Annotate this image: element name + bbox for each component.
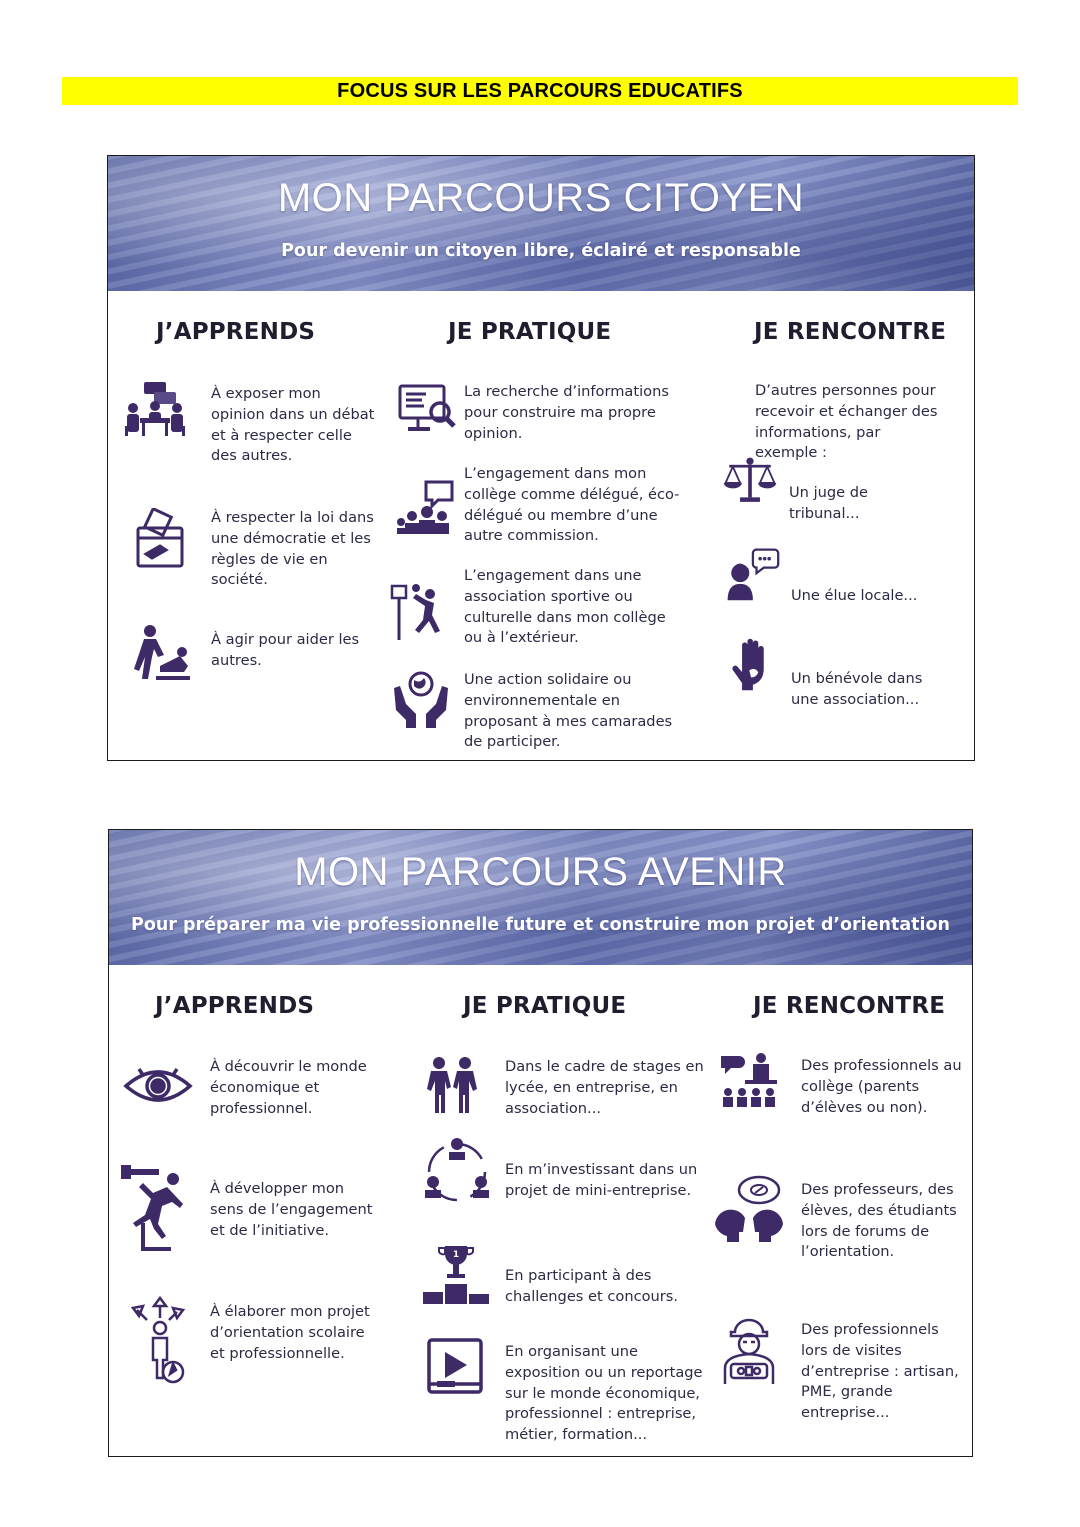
item-text-12: À élaborer mon projet d’orientation scolaire et professionnelle. [210, 1303, 370, 1362]
hands-globe-icon [390, 668, 452, 730]
basketball-icon [390, 580, 452, 642]
svg-text:1: 1 [452, 1250, 460, 1260]
item-text-16: En organisant une exposition ou un reportage sur le monde économique, professionnel : entreprise, métier, formation... [505, 1343, 703, 1444]
item-text-18: Des professeurs, des élèves, des étudiants lors de forums de l’orientation. [801, 1181, 957, 1261]
col-heading-je-pratique: JE PRATIQUE [463, 993, 627, 1019]
card-header-citoyen [108, 156, 974, 291]
item-text-8: Une élue locale... [791, 587, 918, 604]
scales-icon [722, 454, 778, 510]
debate-icon [124, 378, 186, 440]
group-speech-icon [396, 478, 458, 540]
focus-banner-text: FOCUS SUR LES PARCOURS EDUCATIFS [337, 79, 743, 102]
climbing-person-icon [119, 1163, 187, 1255]
team-circle-icon [421, 1136, 493, 1208]
podium-trophy-icon [421, 1244, 491, 1306]
card-header-avenir [109, 830, 972, 965]
item-text-17: Des professionnels au collège (parents d’élèves ou non). [801, 1057, 962, 1116]
two-heads-idea-icon [711, 1174, 787, 1254]
item-text-15: En participant à des challenges et concours. [505, 1267, 679, 1305]
rencontre-lead-text: D’autres personnes pour recevoir et échanger des informations, par exemple : [755, 382, 938, 462]
raised-hand-icon [724, 636, 780, 692]
video-player-icon [425, 1336, 487, 1398]
elected-woman-icon [724, 546, 780, 602]
focus-banner [62, 77, 1018, 105]
computer-search-icon [396, 378, 458, 440]
col-heading-japprends: J’APPRENDS [155, 993, 315, 1019]
item-text-2: À agir pour aider les autres. [211, 631, 360, 669]
item-text-10: À découvrir le monde économique et professionnel. [210, 1058, 367, 1117]
item-text-1: À respecter la loi dans une démocratie et les règles de vie en société. [211, 509, 374, 589]
card-parcours-citoyen [107, 155, 975, 761]
item-text-6: Une action solidaire ou environnementale en proposant à mes camarades de participer. [464, 671, 673, 751]
item-text-7: Un juge de tribunal... [789, 484, 868, 522]
item-text-13: Dans le cadre de stages en lycée, en entreprise, en association... [505, 1058, 704, 1117]
item-text-19: Des professionnels lors de visites d’entreprise : artisan, PME, grande entreprise... [801, 1321, 959, 1422]
col-heading-je-rencontre: JE RENCONTRE [753, 993, 946, 1019]
ballot-box-icon [132, 508, 194, 570]
item-text-9: Un bénévole dans une association... [791, 670, 923, 708]
card-subtitle-avenir: Pour préparer ma vie professionnelle future et construire mon projet d’orientation [131, 915, 950, 935]
item-text-11: À développer mon sens de l’engagement et de l’initiative. [210, 1180, 373, 1239]
helping-person-icon [132, 622, 194, 684]
item-text-0: À exposer mon opinion dans un débat et à respecter celle des autres. [211, 385, 375, 465]
card-title-avenir: MON PARCOURS AVENIR [294, 850, 787, 894]
card-subtitle-citoyen: Pour devenir un citoyen libre, éclairé et responsable [281, 241, 801, 261]
presenter-audience-icon [719, 1048, 781, 1110]
card-parcours-avenir [108, 829, 973, 1457]
card-title-citoyen: MON PARCOURS CITOYEN [277, 176, 805, 220]
item-text-3: La recherche d’informations pour construire ma propre opinion. [464, 383, 669, 442]
col-heading-je-rencontre: JE RENCONTRE [754, 319, 947, 345]
col-heading-je-pratique: JE PRATIQUE [448, 319, 612, 345]
worker-icon [717, 1318, 781, 1388]
item-text-14: En m’investissant dans un projet de mini-entreprise. [505, 1161, 698, 1199]
item-text-4: L’engagement dans mon collège comme délégué, éco- délégué ou membre d’une autre commission. [464, 465, 680, 545]
col-heading-japprends: J’APPRENDS [156, 319, 316, 345]
direction-arrows-icon [129, 1296, 191, 1388]
item-text-5: L’engagement dans une association sportive ou culturelle dans mon collège ou à l’extérieur. [464, 567, 666, 647]
two-people-icon [421, 1055, 483, 1117]
eye-icon [123, 1055, 193, 1117]
